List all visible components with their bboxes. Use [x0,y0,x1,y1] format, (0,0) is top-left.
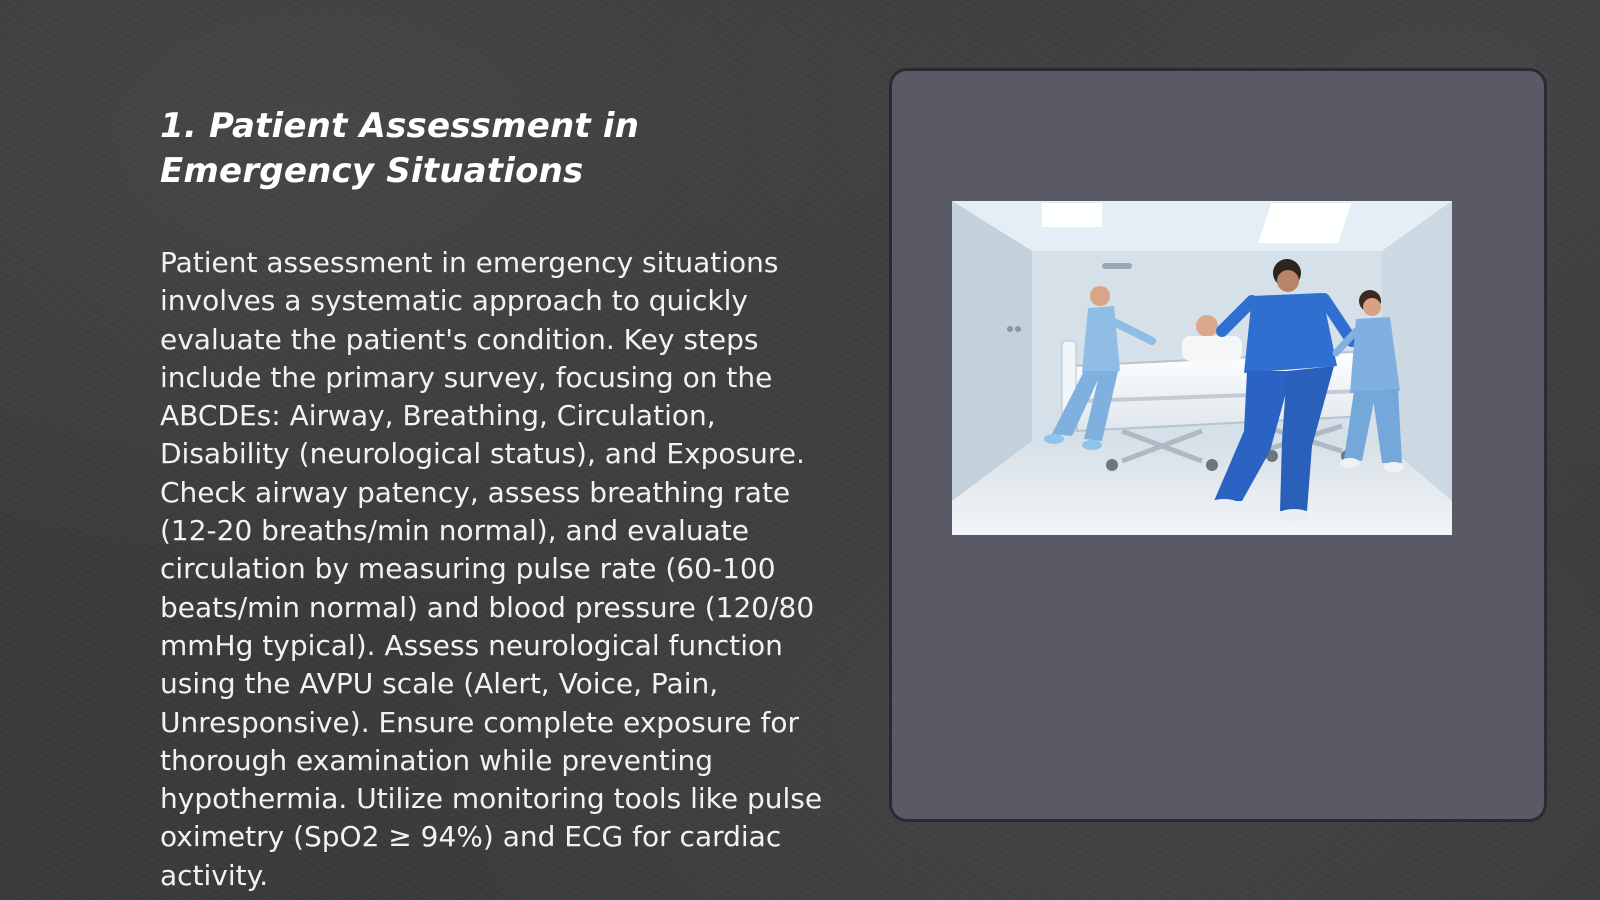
slide-body-text: Patient assessment in emergency situations involves a systematic approach to quickly evaluate the patient's condition. Key steps include the primary survey, focusing on the ABCDEs: Airway, Breathing, Circulation, Disability (neurological status), and Exposure. Check airway patency, assess breathing rate (12-20 breaths/min normal), and evaluate circulation by measuring pulse rate (60-100 beats/min normal) and blood pressure (120/80 mmHg typical). Assess neurological function using the AVPU scale (Alert, Voice, Pain, Unresponsive). Ensure complete exposure for thorough examination while preventing hypothermia. Utilize monitoring tools like pulse oximetry (SpO2 ≥ 94%) and ECG for cardiac activity. [160,246,823,892]
image-panel [889,68,1547,822]
hospital-photo [952,201,1452,535]
slide-title: 1. Patient Assessment in Emergency Situations [160,106,640,191]
